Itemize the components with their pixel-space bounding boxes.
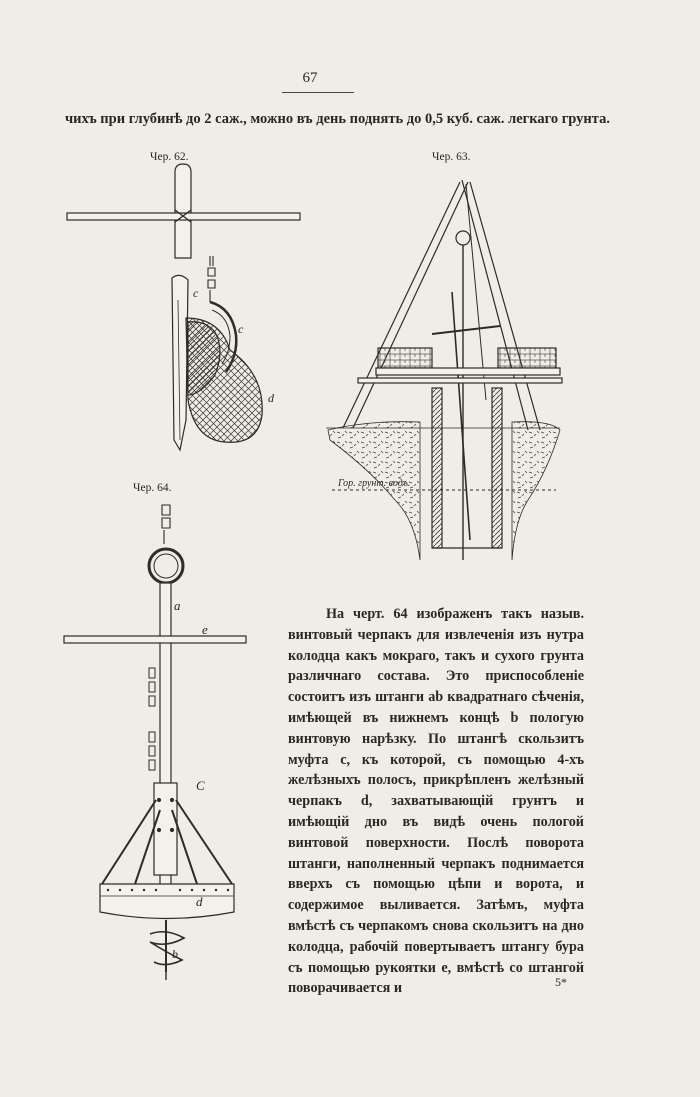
body-paragraph: [288, 604, 584, 999]
page-number: 67: [302, 70, 318, 86]
figure-64-label-d: d: [196, 894, 203, 909]
figure-64-label-e: e: [202, 622, 208, 637]
signature-mark: 5*: [555, 975, 567, 989]
figure-62-label-d: d: [268, 391, 274, 405]
figure-62-drawing: [67, 164, 300, 450]
figure-62-label-c1: c: [193, 286, 199, 300]
figure-63-caption: Чер. 63.: [432, 151, 471, 163]
figure-64-drawing: [64, 505, 246, 980]
figure-62-label-c2: c: [238, 322, 244, 336]
figure-63-drawing: [326, 180, 562, 560]
intro-paragraph: чихъ при глубинѣ до 2 саж., можно въ день поднять до 0,5 куб. саж. легкаго грунта.: [65, 111, 610, 127]
figure-64-caption: Чер. 64.: [133, 482, 172, 494]
figure-64-label-c: C: [196, 778, 205, 793]
body-paragraph-text: На черт. 64 изображенъ такъ назыв. винтовый черпакъ для извлеченія изъ нутра колодца какъ мокраго, такъ и сухого грунта различнаго состава. Это приспособленіе состоитъ изъ штанги ab квадратнаго сѣченія, имѣющей въ нижнемъ концѣ b пологую винтовую нарѣзку. По штангѣ скользитъ муфта c, къ которой, съ помощью 4-хъ желѣзныхъ полосъ, прикрѣпленъ желѣзный черпакъ d, захватывающій грунтъ и имѣющій дно въ видѣ очень пологой винтовой поверхности. Послѣ поворота штанги, наполненный черпакъ поднимается вверхъ съ помощью цѣпи и ворота, и содержимое выливается. Затѣмъ, муфта вмѣстѣ съ черпакомъ снова скользитъ на дно колодца, рабочій повертываетъ штангу бура съ помощью рукоятки e, вмѣстѣ со штангой поворачивается и: [288, 606, 584, 997]
figure-62-caption: Чер. 62.: [150, 151, 189, 163]
figure-64-label-a: a: [174, 598, 181, 613]
figure-63-label-groundwater: Гор. грунт. водъ.: [338, 478, 411, 489]
figure-64-label-b: b: [172, 947, 178, 961]
